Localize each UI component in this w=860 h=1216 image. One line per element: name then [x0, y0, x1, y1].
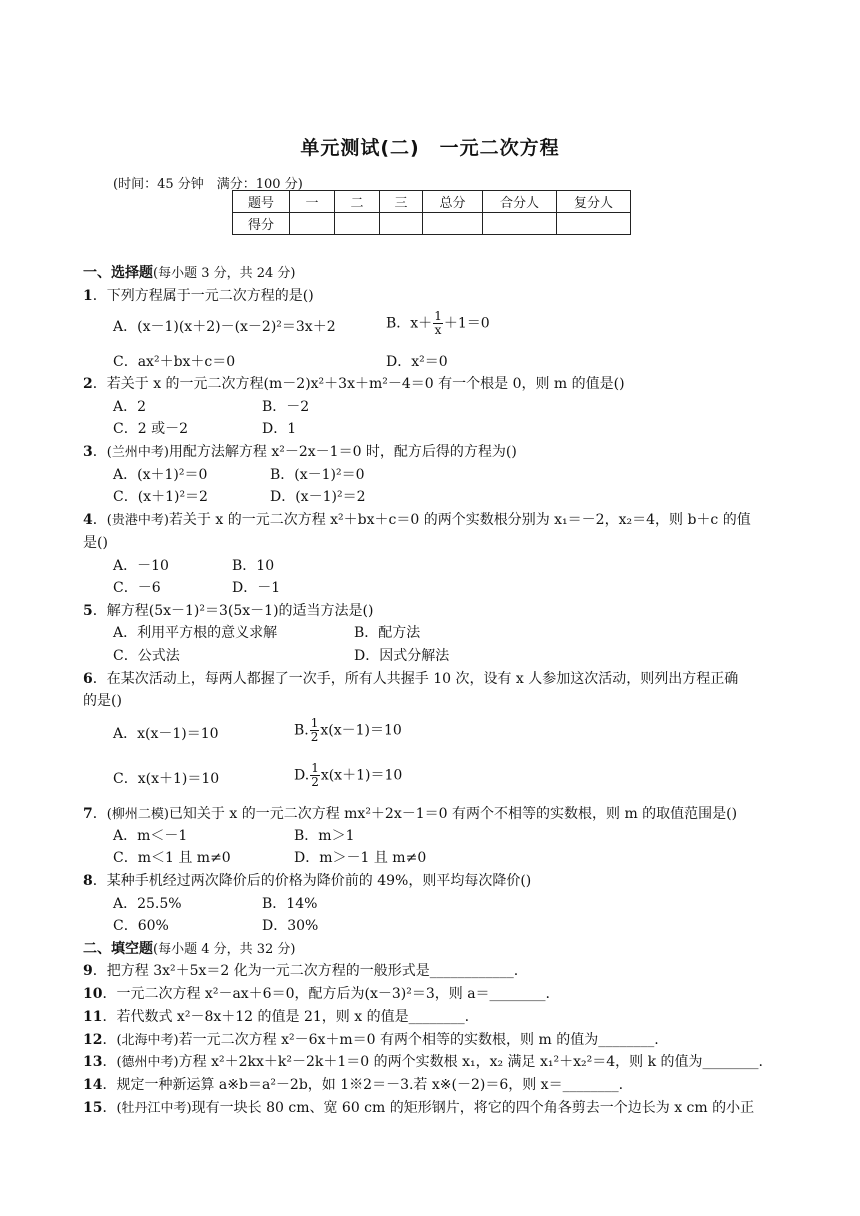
- score-cell: 题号: [233, 191, 290, 213]
- score-cell: 一: [290, 191, 335, 213]
- score-table-header-row: [233, 191, 631, 213]
- question-4: 4．(贵港中考)若关于 x 的一元二次方程 x²＋bx＋c＝0 的两个实数根分别为 x₁＝－2，x₂＝4，则 b＋c 的值: [83, 512, 751, 528]
- fraction: $\frac{1}{2}$: [311, 761, 319, 789]
- question-4-cont: 是(): [83, 535, 108, 551]
- question-2: 2．若关于 x 的一元二次方程(m－2)x²＋3x＋m²－4＝0 有一个根是 0，则 m 的值是(): [83, 376, 625, 392]
- section-heading: 一、选择题(每小题 3 分，共 24 分): [83, 265, 296, 281]
- score-table: [232, 190, 631, 235]
- option-3d[interactable]: D．(x－1)²＝2: [270, 489, 366, 505]
- option-8a[interactable]: A．25.5%: [113, 896, 182, 912]
- question-1: 1．下列方程属于一元二次方程的是(): [83, 288, 314, 304]
- option-5a[interactable]: A．利用平方根的意义求解: [113, 625, 278, 641]
- question-11: 11．若代数式 x²－8x＋12 的值是 21，则 x 的值是________.: [83, 1009, 470, 1025]
- question-6: 6．在某次活动上，每两人都握了一次手，所有人共握手 10 次，设有 x 人参加这次活动，则列出方程正确: [83, 671, 739, 687]
- option-1a[interactable]: A．(x－1)(x＋2)－(x－2)²＝3x＋2: [113, 319, 336, 335]
- option-6d[interactable]: D. $\frac{1}{2}$ x(x＋1)＝10: [294, 761, 403, 789]
- question-8: 8．某种手机经过两次降价后的价格为降价前的 49%，则平均每次降价(): [83, 873, 532, 889]
- score-input-cell[interactable]: [335, 213, 380, 235]
- fraction: $\frac{1}{x}$: [434, 309, 442, 337]
- option-2c[interactable]: C．2 或－2: [113, 421, 188, 437]
- fraction: $\frac{1}{2}$: [310, 716, 319, 744]
- option-7b[interactable]: B．m＞1: [294, 828, 355, 844]
- question-12: 12．(北海中考)若一元二次方程 x²－6x＋m＝0 有两个相等的实数根，则 m 的值为________.: [83, 1032, 659, 1048]
- option-6a[interactable]: A．x(x－1)＝10: [113, 726, 219, 742]
- option-6c[interactable]: C．x(x＋1)＝10: [113, 771, 220, 787]
- option-6b[interactable]: B. $\frac{1}{2}$ x(x－1)＝10: [294, 716, 402, 744]
- question-10: 10．一元二次方程 x²－ax＋6＝0，配方后为(x－3)²＝3，则 a＝________.: [83, 986, 550, 1002]
- option-5c[interactable]: C．公式法: [113, 648, 180, 664]
- question-5: 5．解方程(5x－1)²＝3(5x－1)的适当方法是(): [83, 603, 374, 619]
- score-cell: 合分人: [483, 191, 557, 213]
- score-cell: 三: [380, 191, 423, 213]
- score-table-score-row: [233, 213, 631, 235]
- score-cell: 总分: [423, 191, 483, 213]
- option-7c[interactable]: C．m＜1 且 m≠0: [113, 850, 231, 866]
- score-cell: 得分: [233, 213, 290, 235]
- question-3: 3．(兰州中考)用配方法解方程 x²－2x－1＝0 时，配方后得的方程为(): [83, 444, 517, 460]
- option-5b[interactable]: B．配方法: [354, 625, 421, 641]
- option-2d[interactable]: D．1: [262, 421, 297, 437]
- question-7: 7．(柳州二模)已知关于 x 的一元二次方程 mx²＋2x－1＝0 有两个不相等的实数根，则 m 的取值范围是(): [83, 806, 738, 822]
- option-4b[interactable]: B．10: [232, 558, 275, 574]
- option-7a[interactable]: A．m＜－1: [113, 828, 188, 844]
- option-7d[interactable]: D．m＞－1 且 m≠0: [294, 850, 427, 866]
- question-9: 9．把方程 3x²＋5x＝2 化为一元二次方程的一般形式是____________.: [83, 963, 519, 979]
- option-1d[interactable]: D．x²＝0: [386, 354, 448, 370]
- question-6-cont: 的是(): [83, 693, 122, 709]
- score-input-cell[interactable]: [557, 213, 631, 235]
- question-14: 14．规定一种新运算 a※b＝a²－2b，如 1※2＝－3.若 x※(－2)＝6，则 x＝________.: [83, 1077, 624, 1093]
- option-4c[interactable]: C．－6: [113, 580, 161, 596]
- option-2b[interactable]: B．－2: [262, 399, 310, 415]
- score-input-cell[interactable]: [290, 213, 335, 235]
- option-8c[interactable]: C．60%: [113, 918, 169, 934]
- option-1b[interactable]: B．x＋ $\frac{1}{x}$ ＋1＝0: [386, 309, 490, 337]
- score-cell: 二: [335, 191, 380, 213]
- option-3b[interactable]: B．(x－1)²＝0: [270, 467, 365, 483]
- score-cell: 复分人: [557, 191, 631, 213]
- question-13: 13．(德州中考)方程 x²＋2kx＋k²－2k＋1＝0 的两个实数根 x₁，x₂ 满足 x₁²＋x₂²＝4，则 k 的值为________.: [83, 1054, 763, 1070]
- question-15: 15．(牡丹江中考)现有一块长 80 cm、宽 60 cm 的矩形钢片，将它的四个角各剪去一个边长为 x cm 的小正: [83, 1100, 755, 1116]
- option-3c[interactable]: C．(x＋1)²＝2: [113, 489, 208, 505]
- option-3a[interactable]: A．(x＋1)²＝0: [113, 467, 208, 483]
- option-4d[interactable]: D．－1: [232, 580, 281, 596]
- score-input-cell[interactable]: [423, 213, 483, 235]
- option-1c[interactable]: C．ax²＋bx＋c＝0: [113, 354, 236, 370]
- option-8d[interactable]: D．30%: [262, 918, 319, 934]
- exam-meta: (时间：45 分钟 满分：100 分): [113, 177, 303, 192]
- option-5d[interactable]: D．因式分解法: [354, 648, 450, 664]
- score-input-cell[interactable]: [483, 213, 557, 235]
- option-8b[interactable]: B．14%: [262, 896, 318, 912]
- option-4a[interactable]: A．－10: [113, 558, 169, 574]
- score-input-cell[interactable]: [380, 213, 423, 235]
- section-heading: 二、填空题(每小题 4 分，共 32 分): [83, 941, 296, 957]
- page-title: 单元测试(二) 一元二次方程: [300, 137, 560, 159]
- option-2a[interactable]: A．2: [113, 399, 147, 415]
